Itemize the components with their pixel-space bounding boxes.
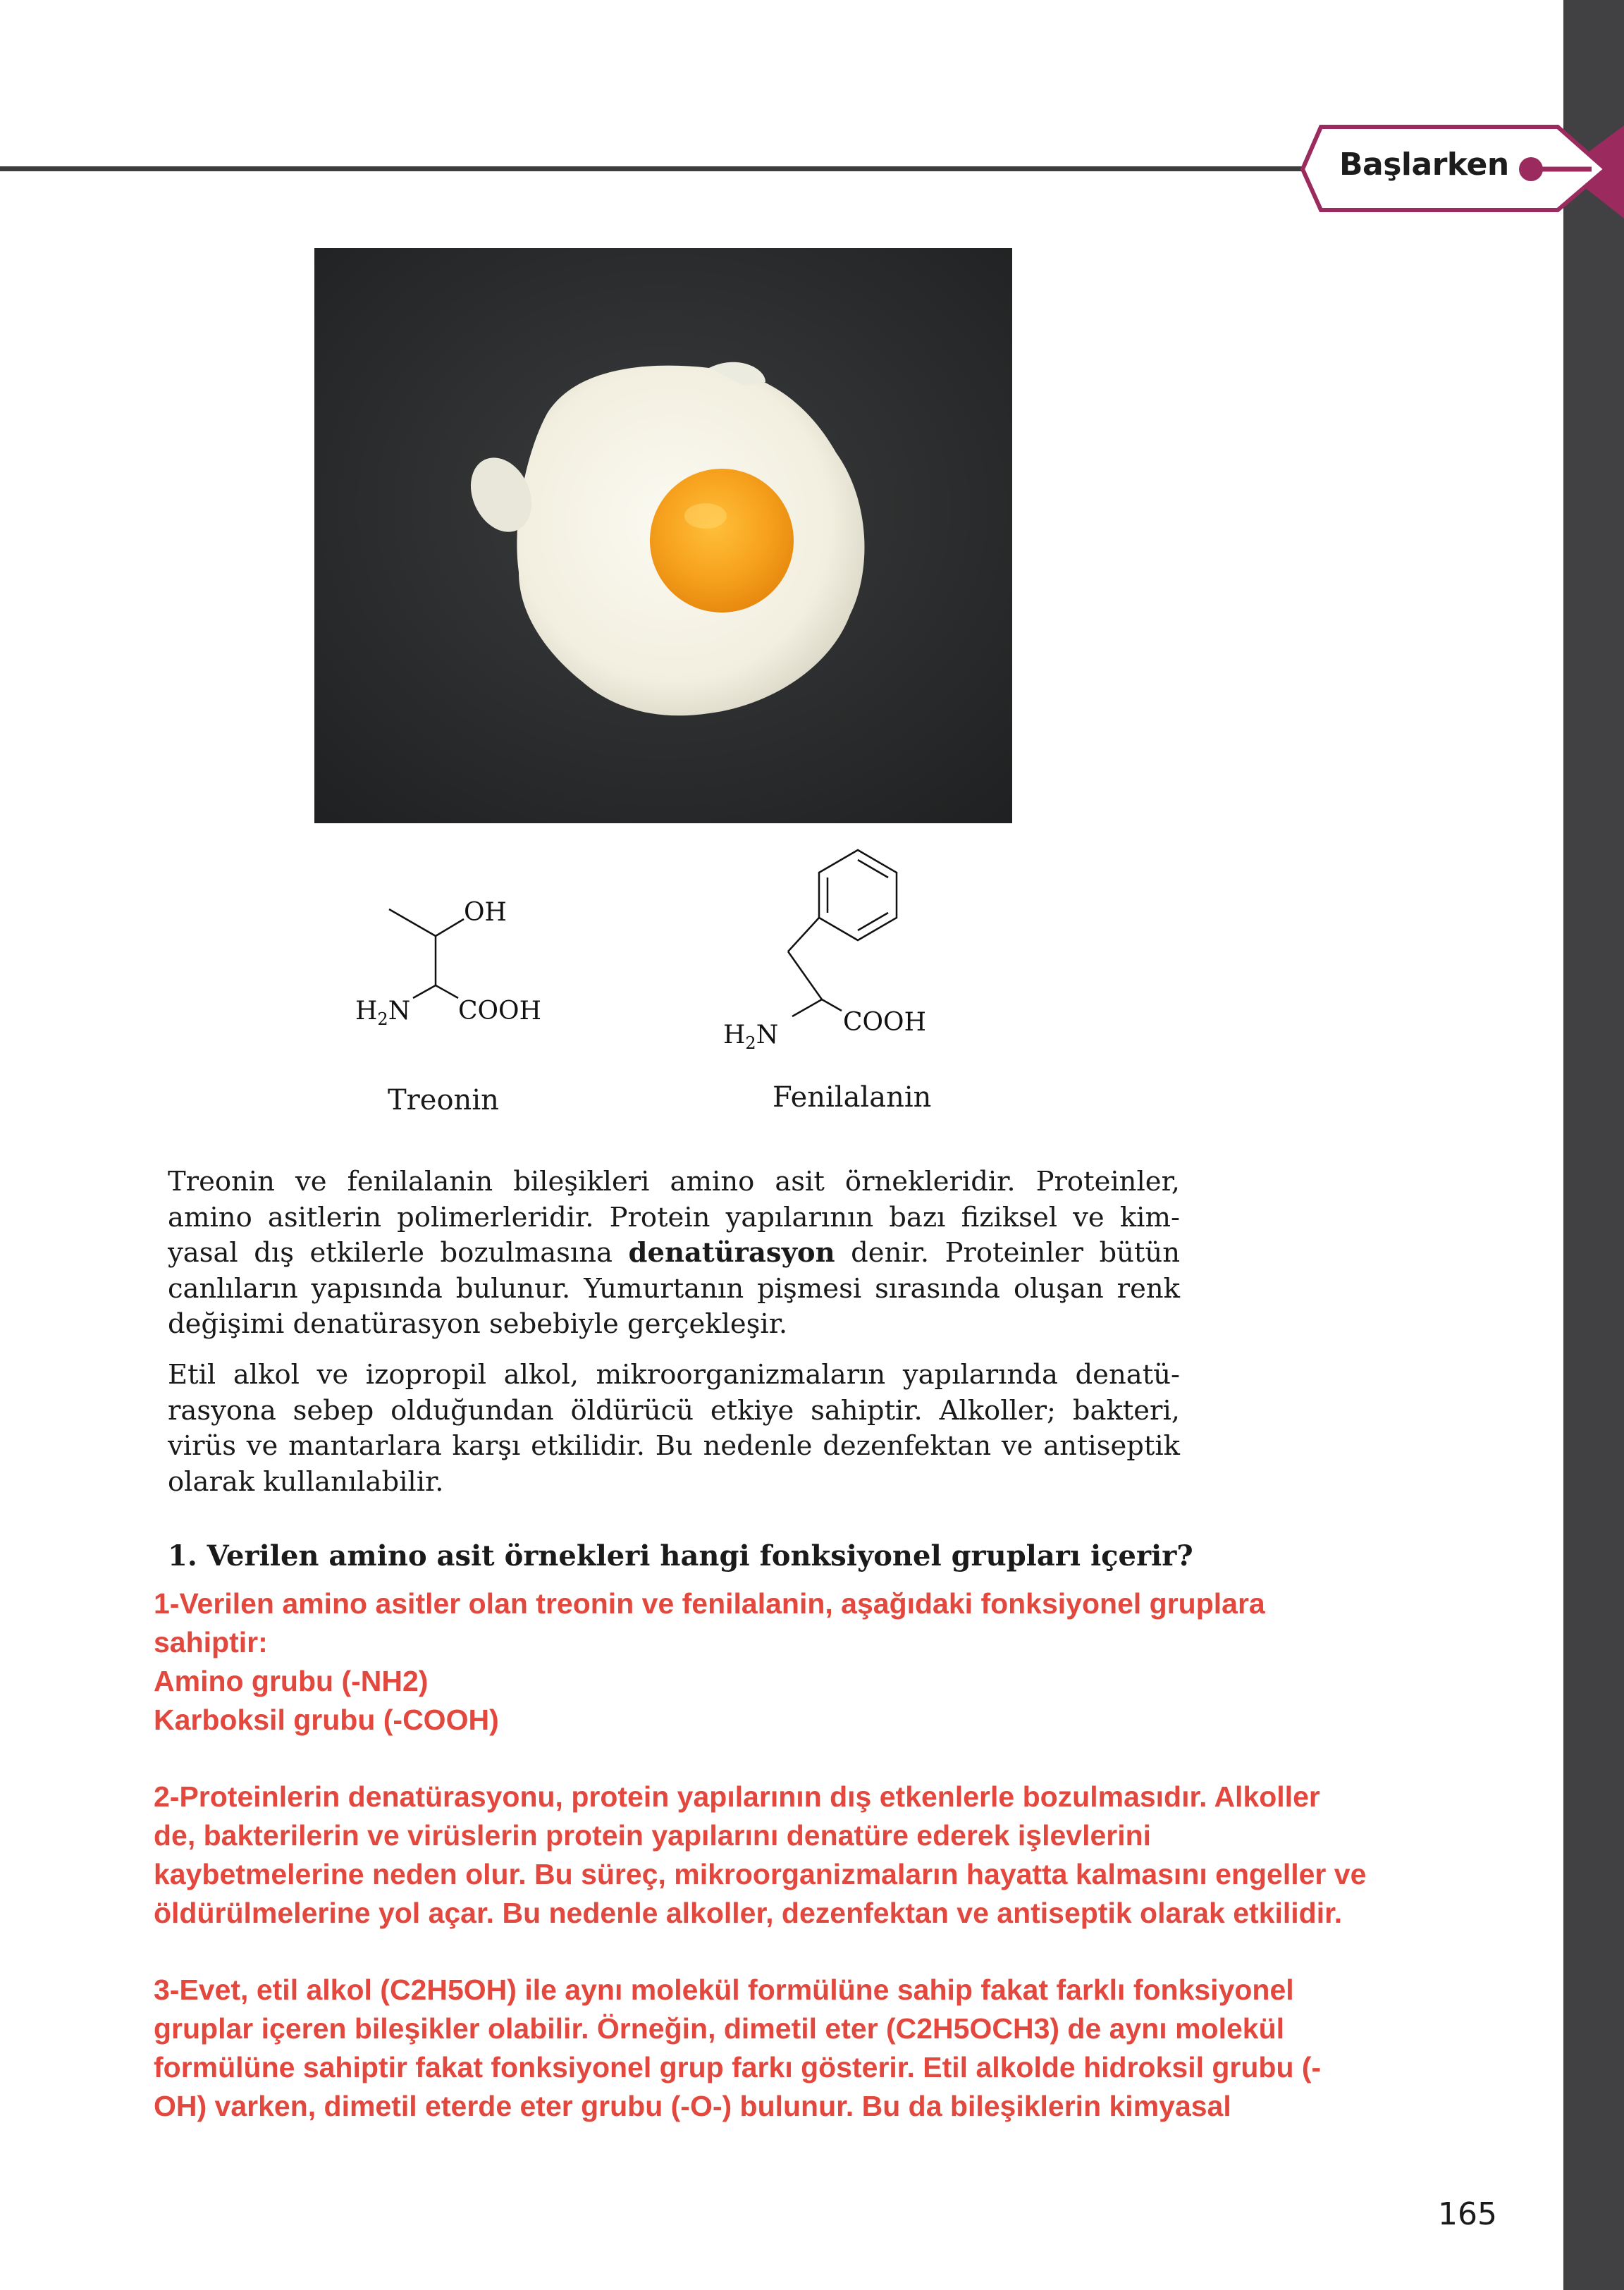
treonin-caption: Treonin (388, 1084, 499, 1116)
answer-2 (154, 1778, 1479, 1933)
fenilalanin-structure (712, 839, 980, 1064)
tab-dot-icon (1519, 157, 1543, 181)
paragraph-line: canlıların yapısında bulunur. Yumurtanın pişmesi sırasında oluşan renk (168, 1272, 1180, 1305)
paragraph-line: değişimi denatürasyon sebebiyle gerçekleşir. (168, 1308, 788, 1340)
fenilalanin-caption: Fenilalanin (773, 1081, 932, 1114)
answer-line: de, bakterilerin ve virüslerin protein yapılarını denatüre ederek işlevlerini (154, 1819, 1152, 1852)
paragraph-line: yasal dış etkilerle bozulmasına denatürasyon denir. Proteinler bütün (168, 1237, 1180, 1269)
fried-egg-photo (314, 248, 1012, 823)
answer-line: OH) varken, dimetil eterde eter grubu (-O-) bulunur. Bu da bileşiklerin kimyasal (154, 2090, 1231, 2122)
answer-line: kaybetmelerine neden olur. Bu süreç, mikroorganizmaların hayatta kalmasını engeller ve (154, 1858, 1367, 1890)
page-edge-bar (1563, 0, 1624, 2290)
answer-line: 3-Evet, etil alkol (C2H5OH) ile aynı molekül formülüne sahip fakat farklı fonksiyonel (154, 1974, 1294, 2006)
answer-line: formülüne sahiptir fakat fonksiyonel grup farkı gösterir. Etil alkolde hidroksil grubu (- (154, 2051, 1322, 2083)
oh-label: OH (464, 898, 507, 927)
answer-3 (154, 1971, 1479, 2126)
answer-line: Karboksil grubu (-COOH) (154, 1704, 499, 1736)
h2n-label: $H_2N$ (723, 1021, 779, 1053)
answer-line: 1-Verilen amino asitler olan treonin ve fenilalanin, aşağıdaki fonksiyonel gruplara (154, 1587, 1265, 1620)
section-tab-label: Başlarken (1339, 147, 1509, 183)
paragraph-line: rasyona sebep olduğundan öldürücü etkiye sahiptir. Alkoller; bakteri, (168, 1394, 1180, 1427)
h2n-label: $H_2N$ (355, 997, 411, 1029)
answer-1 (154, 1584, 1479, 1740)
answer-line: öldürülmelerine yol açar. Bu nedenle alkoller, dezenfektan ve antiseptik olarak etkilidir. (154, 1897, 1343, 1929)
answer-line: Amino grubu (-NH2) (154, 1665, 429, 1697)
paragraph-line: olarak kullanılabilir. (168, 1465, 444, 1498)
paragraph-2 (168, 1358, 1180, 1500)
page-number: 165 (1438, 2196, 1497, 2232)
answer-line: 2-Proteinlerin denatürasyonu, protein yapılarının dış etkenlerle bozulmasıdır. Alkoller (154, 1780, 1320, 1813)
paragraph-line: amino asitlerin polimerleridir. Protein yapılarının bazı fiziksel ve kim- (168, 1201, 1180, 1233)
paragraph-1 (168, 1164, 1180, 1343)
paragraph-line: Etil alkol ve izopropil alkol, mikroorganizmaların yapılarında denatü- (168, 1359, 1180, 1391)
paragraph-line: Treonin ve fenilalanin bileşikleri amino asit örnekleridir. Proteinler, (168, 1166, 1180, 1198)
paragraph-line: virüs ve mantarlara karşı etkilidir. Bu nedenle dezenfektan ve antiseptik (168, 1430, 1180, 1462)
question-1: 1. Verilen amino asit örnekleri hangi fonksiyonel grupları içerir? (168, 1539, 1193, 1572)
answer-line: gruplar içeren bileşikler olabilir. Örneğin, dimetil eter (C2H5OCH3) de aynı molekül (154, 2012, 1285, 2045)
treonin-structure (345, 881, 571, 1036)
cooh-label: COOH (843, 1008, 926, 1037)
answer-line: sahiptir: (154, 1626, 268, 1658)
cooh-label: COOH (458, 997, 541, 1026)
header-rule (0, 166, 1304, 171)
denaturasyon-term: denatürasyon (628, 1237, 835, 1269)
